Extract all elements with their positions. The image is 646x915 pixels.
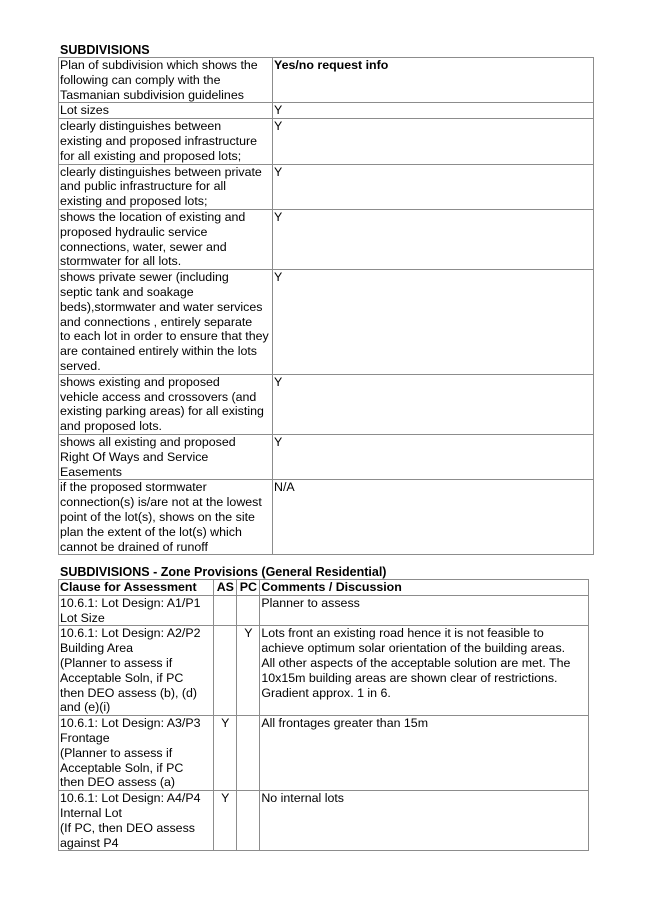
response-cell: N/A (273, 480, 594, 555)
comments-column-header: Comments / Discussion (260, 580, 589, 596)
criteria-cell: if the proposed stormwater connection(s) is/are not at the lowest point of the lot(s), shows on the site plan the extent of the lot(s) which cannot be drained of runoff (59, 480, 273, 555)
criteria-cell: shows existing and proposed vehicle access and crossovers (and existing parking areas) for all existing and proposed lots. (59, 374, 273, 434)
as-cell: Y (214, 791, 237, 851)
as-column-header: AS (214, 580, 237, 596)
clause-cell: 10.6.1: Lot Design: A2/P2 Building Area (Planner to assess if Acceptable Soln, if PC then DEO assess (b), (d) and (e)(i) (59, 626, 214, 716)
clause-cell: 10.6.1: Lot Design: A3/P3 Frontage (Planner to assess if Acceptable Soln, if PC then DEO assess (a) (59, 716, 214, 791)
criteria-cell: clearly distinguishes between private and public infrastructure for all existing and proposed lots; (59, 164, 273, 209)
response-cell: Y (273, 270, 594, 375)
response-cell: Y (273, 119, 594, 164)
table-row (59, 209, 594, 269)
table-row (59, 103, 594, 119)
table-header-row (59, 580, 589, 596)
table-row (59, 434, 594, 479)
as-cell (214, 626, 237, 716)
table-row (59, 270, 594, 375)
subdivision-checklist-table (58, 57, 594, 555)
response-cell: Y (273, 209, 594, 269)
table-row (59, 626, 589, 716)
response-cell: Y (273, 374, 594, 434)
response-cell: Y (273, 164, 594, 209)
criteria-cell: clearly distinguishes between existing and proposed infrastructure for all existing and proposed lots; (59, 119, 273, 164)
table-row (59, 791, 589, 851)
table-row (59, 480, 594, 555)
table-row (59, 716, 589, 791)
response-cell: Y (273, 434, 594, 479)
criteria-cell: shows all existing and proposed Right Of Ways and Service Easements (59, 434, 273, 479)
clause-column-header: Clause for Assessment (59, 580, 214, 596)
criteria-header: Plan of subdivision which shows the following can comply with the Tasmanian subdivision guidelines (59, 58, 273, 103)
as-cell (214, 595, 237, 626)
clause-cell: 10.6.1: Lot Design: A1/P1 Lot Size (59, 595, 214, 626)
as-cell: Y (214, 716, 237, 791)
table-row (59, 374, 594, 434)
table-row (59, 595, 589, 626)
section-1-heading: SUBDIVISIONS (60, 43, 150, 57)
table-row (59, 119, 594, 164)
pc-cell (237, 716, 260, 791)
zone-provisions-table (58, 579, 589, 851)
section-2-heading: SUBDIVISIONS - Zone Provisions (General Residential) (60, 565, 387, 579)
pc-cell (237, 791, 260, 851)
comments-cell: All frontages greater than 15m (260, 716, 589, 791)
comments-cell: Lots front an existing road hence it is not feasible to achieve optimum solar orientation of the building areas. All other aspects of the acceptable solution are met. The 10x15m building areas are shown clear of restrictions. Gradient approx. 1 in 6. (260, 626, 589, 716)
pc-cell: Y (237, 626, 260, 716)
comments-cell: No internal lots (260, 791, 589, 851)
table-header-row (59, 58, 594, 103)
criteria-cell: Lot sizes (59, 103, 273, 119)
pc-cell (237, 595, 260, 626)
response-header: Yes/no request info (273, 58, 594, 103)
criteria-cell: shows private sewer (including septic tank and soakage beds),stormwater and water services and connections , entirely separate to each lot in order to ensure that they are contained entirely within the lots served. (59, 270, 273, 375)
criteria-cell: shows the location of existing and proposed hydraulic service connections, water, sewer and stormwater for all lots. (59, 209, 273, 269)
table-row (59, 164, 594, 209)
response-cell: Y (273, 103, 594, 119)
pc-column-header: PC (237, 580, 260, 596)
clause-cell: 10.6.1: Lot Design: A4/P4 Internal Lot (If PC, then DEO assess against P4 (59, 791, 214, 851)
comments-cell: Planner to assess (260, 595, 589, 626)
